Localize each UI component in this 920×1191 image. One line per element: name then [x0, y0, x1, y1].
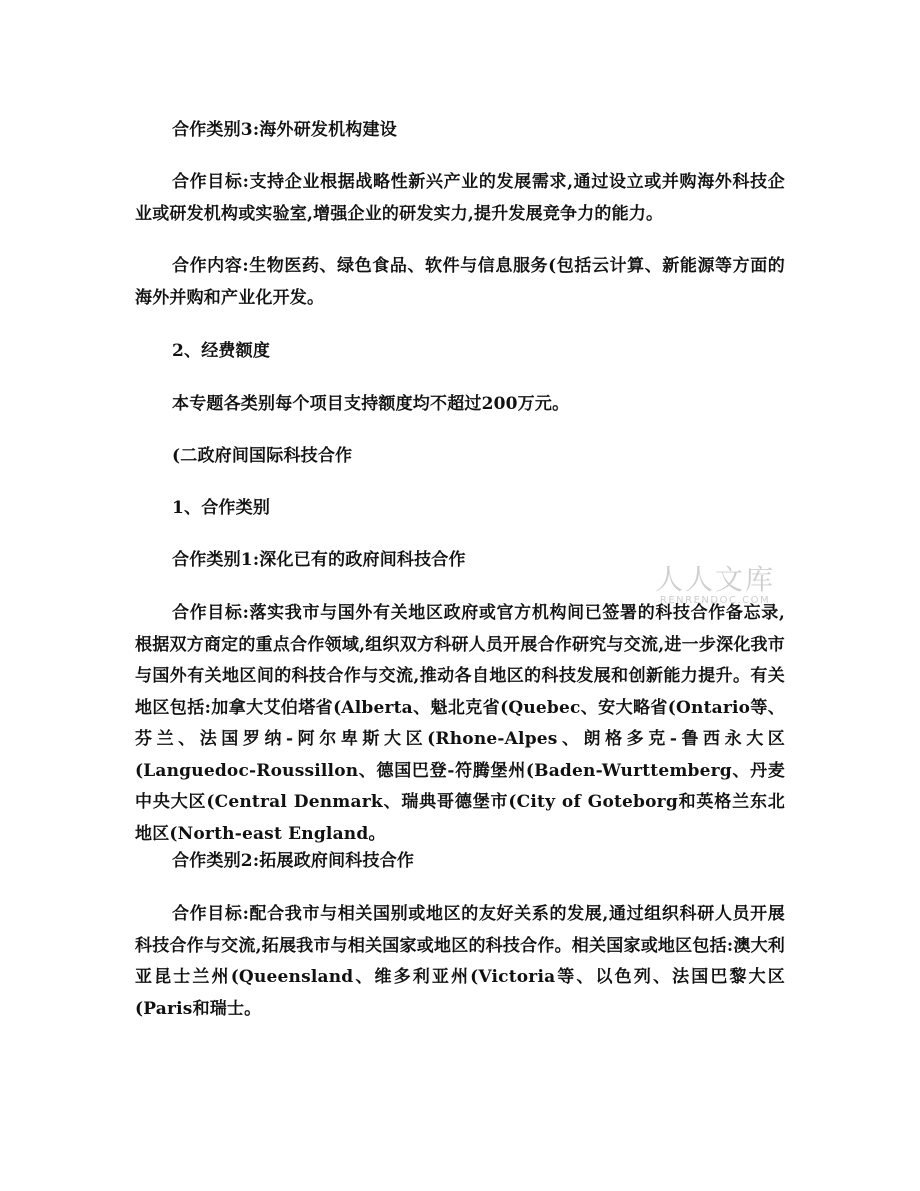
paragraph-category-3-content: 合作内容:生物医药、绿色食品、软件与信息服务(包括云计算、新能源等方面的海外并购和产业化开发。 — [135, 256, 785, 308]
watermark-logo — [640, 563, 790, 607]
paragraph-category-1-goal: 合作目标:落实我市与国外有关地区政府或官方机构间已签署的科技合作备忘录,根据双方商定的重点合作领域,组织双方科研人员开展合作研究与交流,进一步深化我市与国外有关地区间的科技合作与交流,推动各自地区的科技发展和创新能力提升。有关地区包括:加拿大艾伯塔省(Alberta、魁北克省(Quebec、安大略省(Ontario等、芬兰、法国罗纳-阿尔卑斯大区(Rhone-Alpes、朗格多克-鲁西永大区(Languedoc-Roussillon、德国巴登-符腾堡州(Baden-Wurttemberg、丹麦中央大区(Central Denmark、瑞典哥德堡市(City of Goteborg和英格兰东北地区(North-east England。 — [135, 603, 785, 844]
paragraph-category-1-title: 合作类别1:深化已有的政府间科技合作 — [172, 550, 466, 570]
paragraph-category-3-goal: 合作目标:支持企业根据战略性新兴产业的发展需求,通过设立或并购海外科技企业或研发机构或实验室,增强企业的研发实力,提升发展竞争力的能力。 — [135, 172, 785, 224]
paragraph-cooperation-types-heading: 1、合作类别 — [172, 498, 271, 518]
paragraph-category-2-title: 合作类别2:拓展政府间科技合作 — [172, 851, 415, 871]
watermark-title: 人人文库 — [654, 563, 775, 596]
paragraph-section-2-heading: (二政府间国际科技合作 — [172, 446, 353, 466]
paragraph-category-3-title: 合作类别3:海外研发机构建设 — [172, 120, 397, 140]
paragraph-funding-heading: 2、经费额度 — [172, 341, 271, 361]
paragraph-funding-limit: 本专题各类别每个项目支持额度均不超过200万元。 — [172, 394, 570, 414]
paragraph-category-2-goal: 合作目标:配合我市与相关国别或地区的友好关系的发展,通过组织科研人员开展科技合作与交流,拓展我市与相关国家或地区的科技合作。相关国家或地区包括:澳大利亚昆士兰州(Queensland、维多利亚州(Victoria等、以色列、法国巴黎大区(Paris和瑞士。 — [135, 904, 785, 1019]
watermark-subtitle: RENRENDOC.COM — [659, 595, 771, 606]
